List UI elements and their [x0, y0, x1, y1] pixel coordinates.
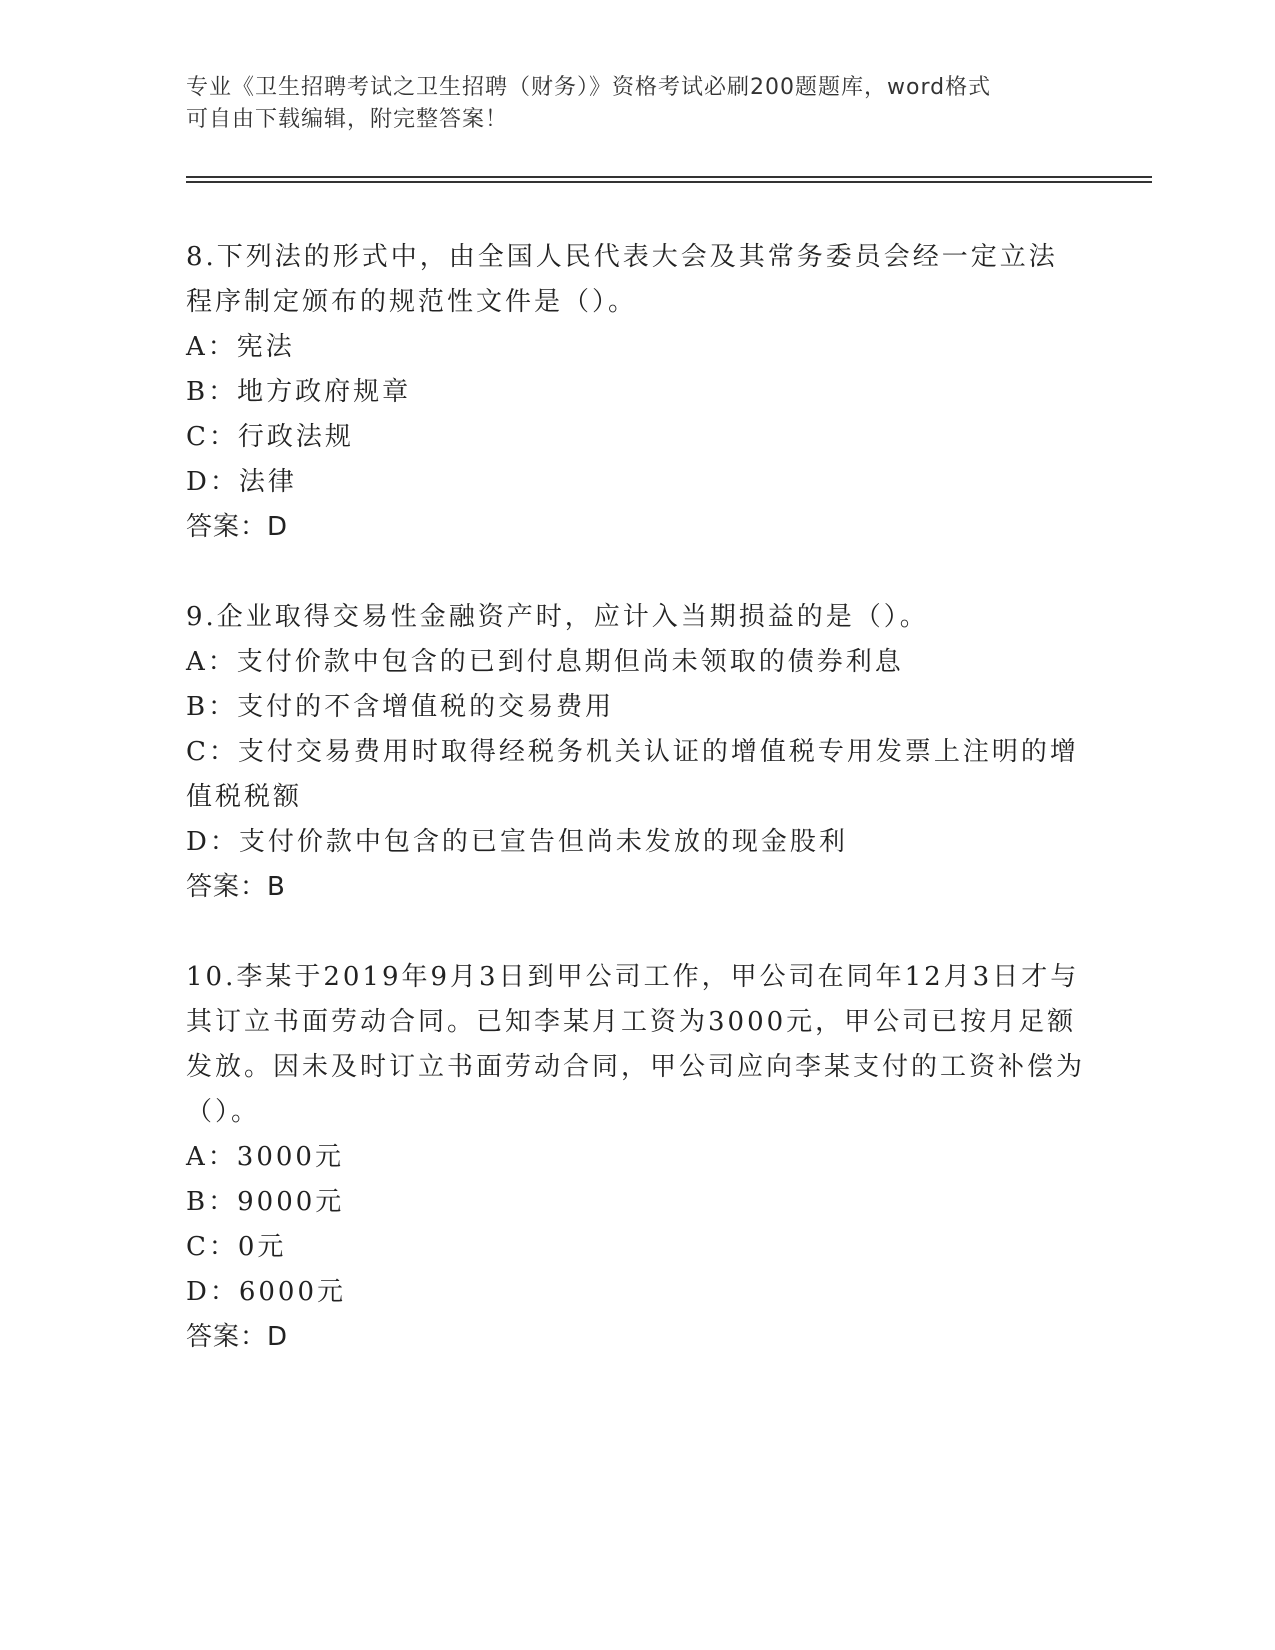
option-b: B：支付的不含增值税的交易费用 [186, 692, 615, 722]
question-text: 10.李某于2019年9月3日到甲公司工作，甲公司在同年12月3日才与其订立书面劳动合同。已知李某月工资为3000元，甲公司已按月足额发放。因未及时订立书面劳动合同，甲公司应向李某支付的工资补偿为（）。 [186, 962, 1086, 1127]
question-10 [186, 955, 1086, 1360]
header-title-line-1: 专业《卫生招聘考试之卫生招聘（财务）》资格考试必刷200题题库，word格式 [186, 75, 992, 100]
header-divider-top [186, 176, 1152, 178]
option-c: C：支付交易费用时取得经税务机关认证的增值税专用发票上注明的增值税税额 [186, 737, 1079, 812]
header-divider-bottom [186, 181, 1152, 183]
question-8 [186, 235, 1086, 550]
question-9 [186, 595, 1086, 910]
option-d: D：法律 [186, 467, 297, 497]
header-title-line-2: 可自由下载编辑，附完整答案！ [186, 107, 509, 132]
option-a: A：支付价款中包含的已到付息期但尚未领取的债券利息 [186, 647, 904, 677]
option-c: C：0元 [186, 1232, 287, 1262]
option-a: A：3000元 [186, 1142, 344, 1172]
question-text: 8.下列法的形式中，由全国人民代表大会及其常务委员会经一定立法程序制定颁布的规范性文件是（）。 [186, 242, 1058, 317]
option-d: D：6000元 [186, 1277, 347, 1307]
answer: 答案：D [186, 1322, 289, 1352]
answer: 答案：B [186, 872, 286, 902]
question-text: 9.企业取得交易性金融资产时，应计入当期损益的是（）。 [186, 602, 929, 632]
option-b: B：地方政府规章 [186, 377, 412, 407]
answer: 答案：D [186, 512, 289, 542]
option-c: C：行政法规 [186, 422, 354, 452]
option-a: A：宪法 [186, 332, 295, 362]
document-header [186, 72, 1066, 136]
question-list [186, 235, 1086, 1405]
option-b: B：9000元 [186, 1187, 345, 1217]
option-d: D：支付价款中包含的已宣告但尚未发放的现金股利 [186, 827, 848, 857]
